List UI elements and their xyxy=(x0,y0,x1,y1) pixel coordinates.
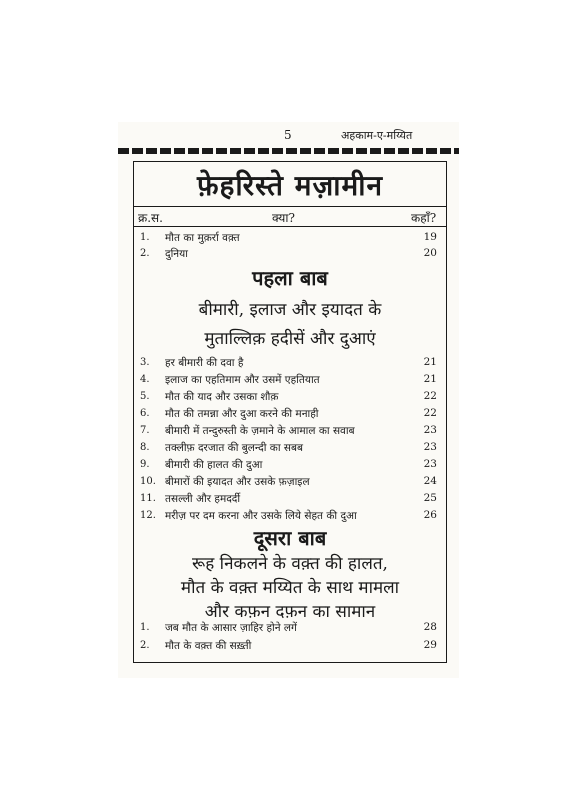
toc-row: 7. बीमारी में तन्दुरुस्ती के ज़माने के आमाल का सवाब 23 xyxy=(140,424,437,437)
toc-row: 8. तक्लीफ़ दरजात की बुलन्दी का सबब 23 xyxy=(140,441,437,454)
toc-row: 6. मौत की तमन्ना और दुआ करने की मनाही 22 xyxy=(140,407,437,420)
toc-row: 9. बीमारी की हालत की दुआ 23 xyxy=(140,458,437,471)
page-number: 5 xyxy=(284,128,292,142)
chapter1-subtitle: मुताल्लिक़ हदीसें और दुआएं xyxy=(204,329,376,349)
dashed-divider xyxy=(118,148,459,154)
contents-title: फ़ेहरिस्ते मज़ामीन xyxy=(196,169,384,202)
toc-row: 1. जब मौत के आसार ज़ाहिर होने लगें 28 xyxy=(140,621,437,634)
toc-row: 11. तसल्ली और हमदर्दी 25 xyxy=(140,492,437,505)
chapter1-title: पहला बाब xyxy=(252,266,328,290)
toc-row: 5. मौत की याद और उसका शौक़ 22 xyxy=(140,390,437,403)
title-rule xyxy=(133,206,447,207)
toc-row: 2. दुनिया 20 xyxy=(140,247,437,260)
running-head: अहकाम-ए-मय्यित xyxy=(341,129,413,142)
col-page: कहाँ? xyxy=(411,211,437,225)
toc-row: 10. बीमारों की इयादत और उसके फ़ज़ाइल 24 xyxy=(140,475,437,488)
header-rule xyxy=(133,226,447,227)
toc-row: 3. हर बीमारी की दवा है 21 xyxy=(140,356,437,369)
toc-row: 1. मौत का मुक़र्रा वक़्त 19 xyxy=(140,231,437,244)
chapter2-subtitle: रूह निकलने के वक़्त की हालत, xyxy=(192,554,388,574)
col-topic: क्या? xyxy=(272,211,295,225)
chapter1-subtitle: बीमारी, इलाज और इयादत के xyxy=(198,300,382,320)
toc-row: 4. इलाज का एहतिमाम और उसमें एहतियात 21 xyxy=(140,373,437,386)
chapter2-subtitle: मौत के वक़्त मय्यित के साथ मामला xyxy=(180,578,400,598)
chapter2-title: दूसरा बाब xyxy=(253,526,327,550)
chapter2-subtitle: और कफ़न दफ़न का सामान xyxy=(204,602,376,622)
col-serial: क्र.स. xyxy=(138,211,163,225)
toc-row: 12. मरीज़ पर दम करना और उसके लिये सेहत की दुआ 26 xyxy=(140,509,437,522)
toc-row: 2. मौत के वक़्त की सख़्ती 29 xyxy=(140,639,437,652)
